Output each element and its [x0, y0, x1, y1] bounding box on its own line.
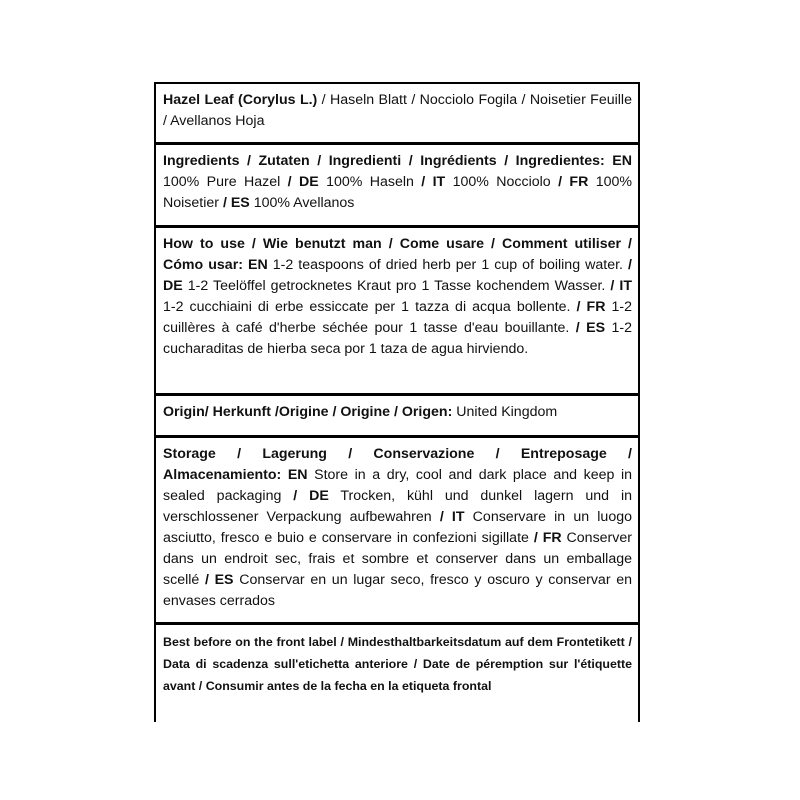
- how-to-use-de: 1-2 Teelöffel getrocknetes Kraut pro 1 Tasse kochendem Wasser.: [182, 278, 611, 294]
- lang-code-it: / IT: [421, 174, 446, 190]
- origin-value: United Kingdom: [452, 404, 558, 420]
- how-to-use-section: [156, 234, 638, 360]
- lang-code-de: / DE: [287, 174, 319, 190]
- storage-en: Store in a dry, cool and dark place and keep in sealed packaging: [163, 467, 633, 504]
- product-name: Hazel Leaf (Corylus L.): [163, 92, 318, 108]
- lang-code-en: EN: [281, 467, 308, 483]
- storage-section: [156, 444, 638, 612]
- product-name-translations: / Haseln Blatt / Nocciolo Fogila / Noisetier Feuille / Avellanos Hoja: [163, 92, 632, 129]
- divider: [156, 142, 638, 145]
- divider: [156, 225, 638, 228]
- lang-code-es: / ES: [222, 195, 250, 211]
- lang-code-fr: / FR: [576, 299, 606, 315]
- how-to-use-it: 1-2 cucchiaini di erbe essiccate per 1 tazza di acqua bollente.: [163, 299, 577, 315]
- ingredients-en: 100% Pure Hazel: [163, 174, 288, 190]
- lang-code-it: / IT: [439, 509, 465, 525]
- how-to-use-heading: How to use / Wie benutzt man / Come usare / Comment utiliser / Cómo usar:: [163, 236, 632, 273]
- divider: [156, 393, 638, 396]
- lang-code-es: / ES: [575, 320, 606, 336]
- divider: [156, 435, 638, 438]
- lang-code-de: / DE: [163, 257, 632, 294]
- lang-code-de: / DE: [293, 488, 329, 504]
- ingredients-es: 100% Avellanos: [249, 195, 355, 211]
- lang-code-fr: / FR: [533, 530, 562, 546]
- best-before-section: [156, 631, 638, 697]
- lang-code-en: EN: [242, 257, 268, 273]
- product-label: [154, 82, 640, 722]
- ingredients-fr: 100% Noisetier: [163, 174, 632, 211]
- product-name-section: [156, 90, 638, 132]
- lang-code-fr: / FR: [558, 174, 589, 190]
- storage-fr: Conserver dans un endroit sec, frais et sombre et conserver dans un emballage scellé: [163, 530, 632, 588]
- ingredients-heading: Ingredients / Zutaten / Ingredienti / Ingrédients / Ingredientes:: [163, 153, 605, 169]
- storage-de: Trocken, kühl und dunkel lagern und in verschlossener Verpackung aufbewahren: [163, 488, 632, 525]
- origin-section: [156, 402, 638, 423]
- ingredients-it: 100% Nocciolo: [445, 174, 559, 190]
- how-to-use-es: 1-2 cucharaditas de hierba seca por 1 taza de agua hirviendo.: [163, 320, 632, 357]
- origin-heading: Origin/ Herkunft /Origine / Origine / Origen:: [163, 404, 453, 420]
- ingredients-section: [156, 151, 638, 214]
- divider: [156, 622, 638, 625]
- best-before-text: Best before on the front label / Mindesthaltbarkeitsdatum auf dem Frontetikett / Data di scadenza sull'etichetta anteriore / Date de péremption sur l'étiquette avant / Consumir antes de la fecha en la etiqueta frontal: [163, 635, 632, 693]
- lang-code-en: EN: [604, 153, 633, 169]
- storage-it: Conservare in un luogo asciutto, fresco e buio e conservare in confezioni sigillate: [163, 509, 632, 546]
- storage-es: Conservar en un lugar seco, fresco y oscuro y conservar en envases cerrados: [163, 572, 633, 609]
- storage-heading: Storage / Lagerung / Conservazione / Entreposage / Almacenamiento:: [163, 446, 632, 483]
- ingredients-de: 100% Haseln: [318, 174, 422, 190]
- lang-code-es: / ES: [204, 572, 234, 588]
- how-to-use-en: 1-2 teaspoons of dried herb per 1 cup of boiling water.: [267, 257, 629, 273]
- how-to-use-fr: 1-2 cuillères à café d'herbe séchée pour 1 tasse d'eau bouillante.: [163, 299, 633, 336]
- lang-code-it: / IT: [610, 278, 633, 294]
